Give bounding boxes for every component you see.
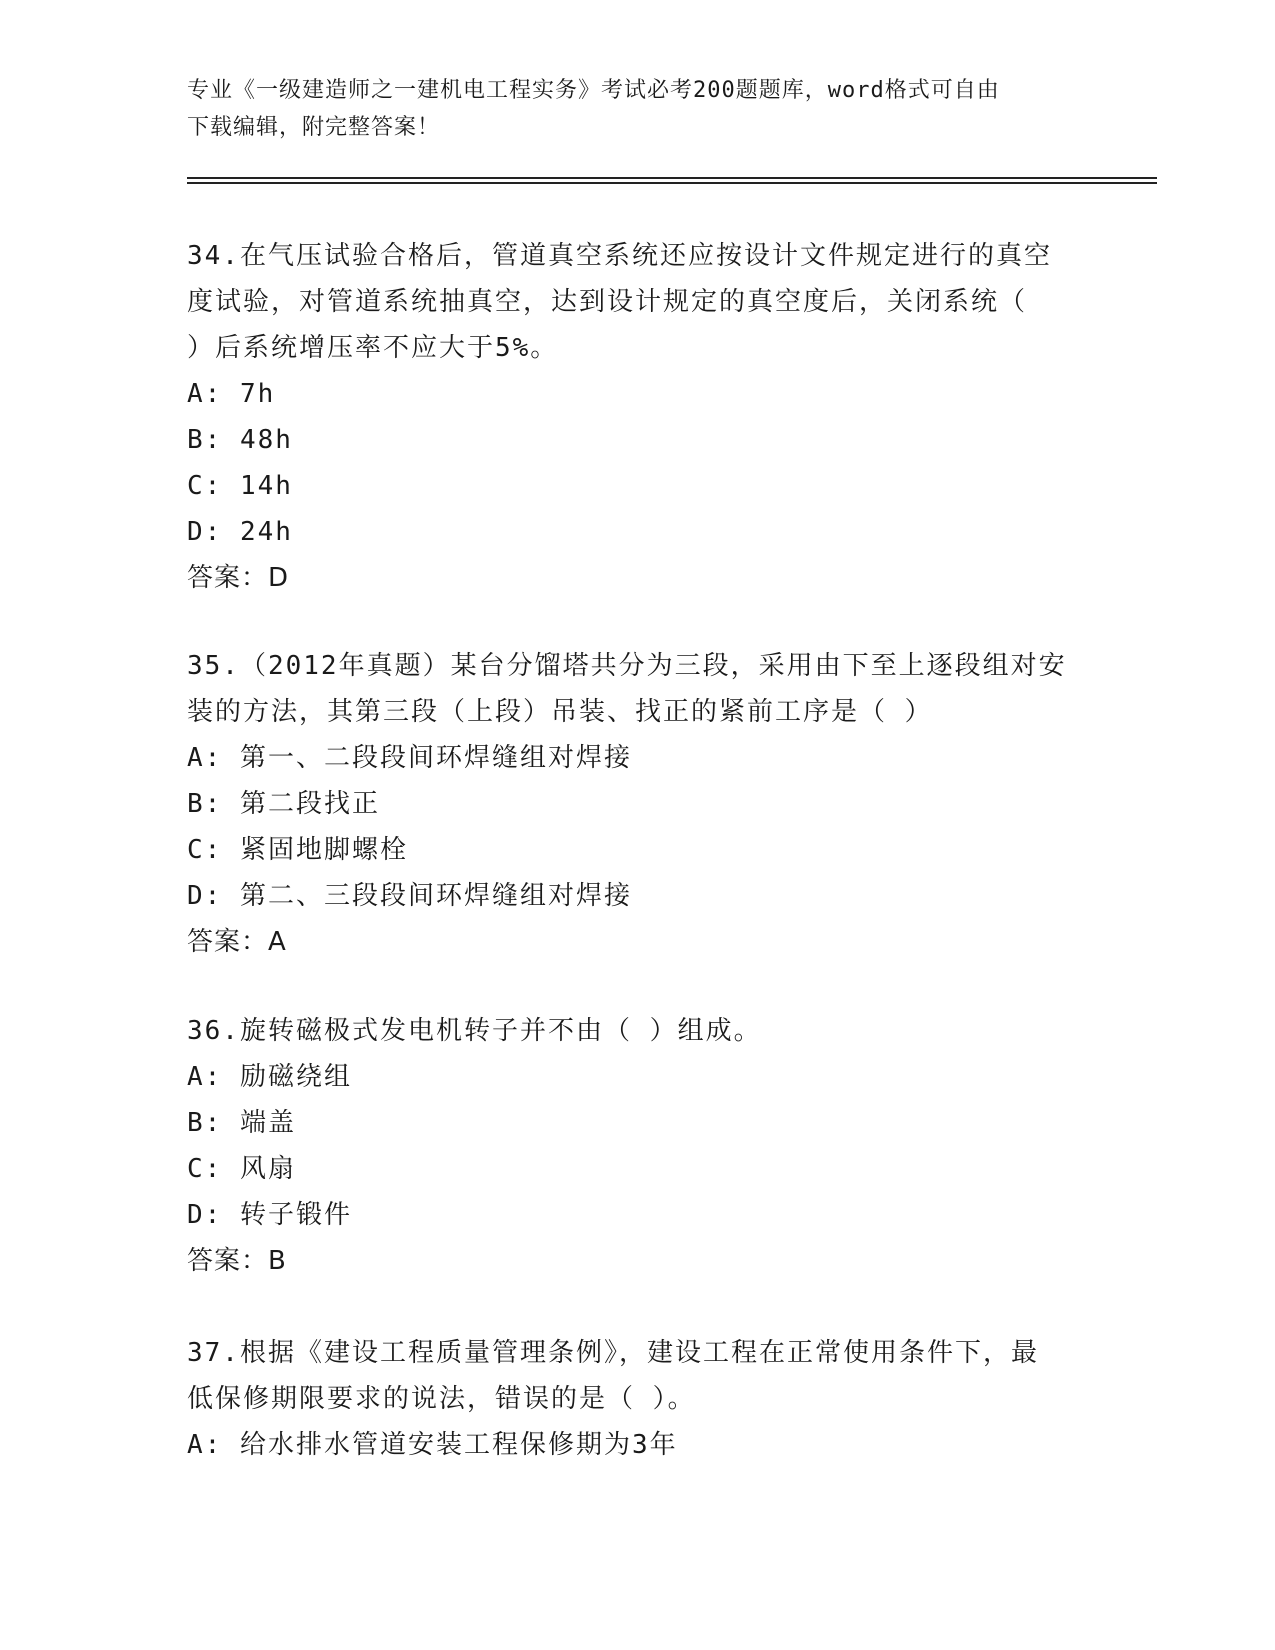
answer: 答案：D xyxy=(187,563,290,593)
question-stem-line: 34.在气压试验合格后，管道真空系统还应按设计文件规定进行的真空 xyxy=(187,241,1052,271)
answer: 答案：B xyxy=(187,1246,287,1276)
option-c: C: 风扇 xyxy=(187,1154,296,1184)
question-35 xyxy=(187,643,1087,965)
option-d: D: 24h xyxy=(187,517,293,547)
question-stem-line: 低保修期限要求的说法，错误的是（ ）。 xyxy=(187,1384,696,1414)
option-a: A: 7h xyxy=(187,379,276,409)
option-c: C: 紧固地脚螺栓 xyxy=(187,835,408,865)
question-stem-line: 度试验，对管道系统抽真空，达到设计规定的真空度后，关闭系统（ xyxy=(187,287,1028,317)
question-stem-line: 37.根据《建设工程质量管理条例》，建设工程在正常使用条件下，最 xyxy=(187,1338,1039,1368)
option-b: B: 第二段找正 xyxy=(187,789,380,819)
question-37 xyxy=(187,1330,1087,1468)
question-stem-line: ）后系统增压率不应大于5%。 xyxy=(187,333,559,363)
header-line-1: 专业《一级建造师之一建机电工程实务》考试必考200题题库，word格式可自由 xyxy=(187,78,1000,103)
option-d: D: 转子锻件 xyxy=(187,1200,352,1230)
answer: 答案：A xyxy=(187,927,287,957)
option-a: A: 第一、二段段间环焊缝组对焊接 xyxy=(187,743,632,773)
question-stem-line: 36.旋转磁极式发电机转子并不由（ ）组成。 xyxy=(187,1016,762,1046)
question-stem-line: 装的方法，其第三段（上段）吊装、找正的紧前工序是（ ） xyxy=(187,697,933,727)
document-header xyxy=(187,72,1087,146)
question-36 xyxy=(187,1008,1087,1284)
option-b: B: 端盖 xyxy=(187,1108,296,1138)
question-stem-line: 35.（2012年真题）某台分馏塔共分为三段，采用由下至上逐段组对安 xyxy=(187,651,1067,681)
header-divider-bottom xyxy=(187,182,1157,184)
option-a: A: 给水排水管道安装工程保修期为3年 xyxy=(187,1430,678,1460)
header-divider-top xyxy=(187,177,1157,179)
option-c: C: 14h xyxy=(187,471,293,501)
option-a: A: 励磁绕组 xyxy=(187,1062,352,1092)
question-34 xyxy=(187,233,1087,601)
option-d: D: 第二、三段段间环焊缝组对焊接 xyxy=(187,881,632,911)
option-b: B: 48h xyxy=(187,425,293,455)
header-line-2: 下载编辑，附完整答案！ xyxy=(187,115,441,140)
